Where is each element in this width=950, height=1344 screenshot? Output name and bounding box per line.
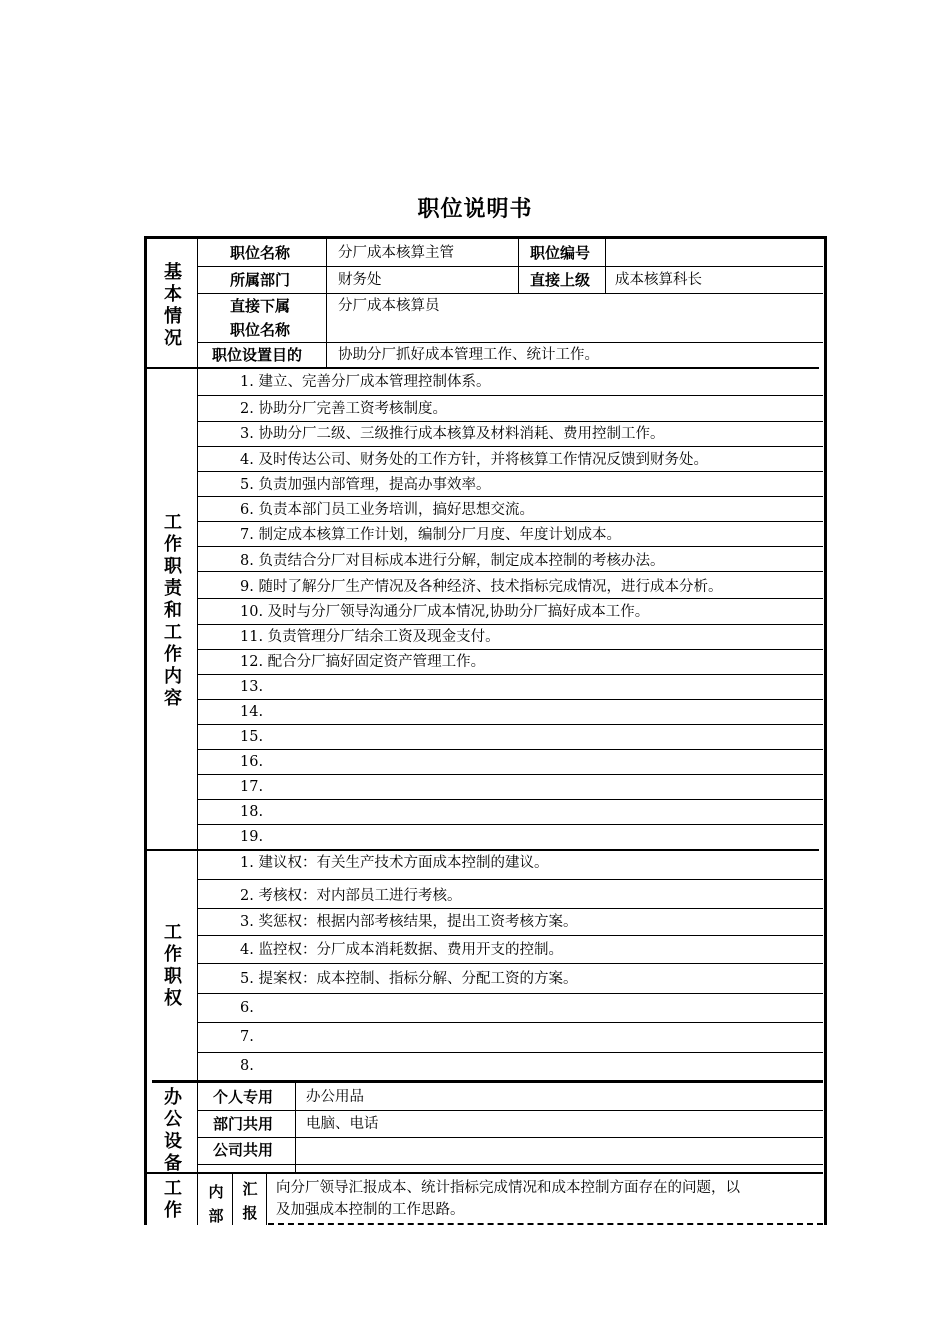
duty-item: 13. — [240, 679, 264, 695]
row-divider — [198, 824, 823, 825]
dept-value: 财务处 — [338, 272, 382, 288]
authority-item: 2. 考核权：对内部员工进行考核。 — [240, 888, 462, 904]
row-divider — [198, 1022, 823, 1023]
column-divider — [295, 1083, 296, 1172]
row-divider — [198, 446, 823, 447]
duty-item: 9. 随时了解分厂生产情况及各种经济、技术指标完成情况，进行成本分析。 — [240, 579, 723, 595]
row-divider — [198, 724, 823, 725]
section-label-duties: 工作职责和工作内容 — [164, 512, 182, 709]
row-divider — [198, 699, 823, 700]
row-divider — [198, 993, 823, 994]
row-divider — [198, 749, 823, 750]
row-divider — [198, 571, 823, 572]
row-divider — [198, 421, 823, 422]
row-divider — [198, 395, 823, 396]
row-divider — [198, 963, 823, 964]
authority-item: 8. — [240, 1058, 254, 1074]
authority-item: 7. — [240, 1029, 254, 1045]
row-divider — [198, 799, 823, 800]
superior-label: 直接上级 — [530, 271, 591, 289]
purpose-label: 职位设置目的 — [212, 346, 303, 364]
row-divider — [198, 598, 823, 599]
row-divider — [198, 1164, 823, 1165]
purpose-value: 协助分厂抓好成本管理工作、统计工作。 — [338, 347, 599, 363]
authority-item: 5. 提案权：成本控制、指标分解、分配工资的方案。 — [240, 971, 578, 987]
authority-item: 6. — [240, 1000, 254, 1016]
position-name-label: 职位名称 — [230, 244, 291, 262]
row-divider — [198, 1052, 823, 1053]
section-divider — [147, 367, 819, 369]
duty-item: 12. 配合分厂搞好固定资产管理工作。 — [240, 654, 486, 670]
row-divider — [198, 1137, 823, 1138]
position-name-value: 分厂成本核算主管 — [338, 245, 454, 261]
row-divider — [198, 521, 823, 522]
section-label-basic: 基本情况 — [164, 262, 182, 349]
dept-label: 所属部门 — [230, 271, 291, 289]
subordinate-label: 职位名称 — [230, 321, 291, 339]
authority-item: 4. 监控权：分厂成本消耗数据、费用开支的控制。 — [240, 942, 563, 958]
section-label-work-relations: 工作 — [164, 1178, 182, 1221]
row-divider — [198, 649, 823, 650]
duty-item: 10. 及时与分厂领导沟通分厂成本情况,协助分厂搞好成本工作。 — [240, 604, 650, 620]
report-text: 及加强成本控制的工作思路。 — [276, 1202, 465, 1218]
subordinate-label: 直接下属 — [230, 297, 291, 315]
duty-item: 4. 及时传达公司、财务处的工作方针，并将核算工作情况反馈到财务处。 — [240, 452, 708, 468]
row-divider — [198, 879, 823, 880]
duty-item: 8. 负责结合分厂对目标成本进行分解，制定成本控制的考核办法。 — [240, 553, 665, 569]
section-divider — [147, 1172, 823, 1174]
column-divider — [518, 239, 519, 294]
column-divider — [266, 1174, 267, 1225]
superior-value: 成本核算科长 — [615, 272, 702, 288]
column-divider — [326, 342, 327, 368]
dept-equipment-value: 电脑、电话 — [306, 1116, 379, 1132]
document-title: 职位说明书 — [417, 197, 533, 222]
duty-item: 14. — [240, 704, 264, 720]
duty-item: 6. 负责本部门员工业务培训，搞好思想交流。 — [240, 502, 534, 518]
dashed-divider — [268, 1223, 823, 1225]
row-divider — [198, 774, 823, 775]
row-divider — [198, 1110, 823, 1111]
duty-item: 7. 制定成本核算工作计划，编制分厂月度、年度计划成本。 — [240, 527, 621, 543]
company-equipment-label: 公司共用 — [213, 1141, 274, 1159]
report-label: 汇报 — [242, 1180, 258, 1222]
column-divider — [326, 239, 327, 343]
row-divider — [198, 624, 823, 625]
dept-equipment-label: 部门共用 — [213, 1115, 274, 1133]
authority-item: 1. 建议权：有关生产技术方面成本控制的建议。 — [240, 855, 549, 871]
row-divider — [198, 471, 823, 472]
row-divider — [198, 266, 823, 267]
duty-item: 19. — [240, 829, 264, 845]
internal-label: 内部 — [208, 1183, 224, 1225]
duty-item: 16. — [240, 754, 264, 770]
duty-item: 11. 负责管理分厂结余工资及现金支付。 — [240, 629, 500, 645]
duty-item: 15. — [240, 729, 264, 745]
row-divider — [198, 293, 823, 294]
position-no-label: 职位编号 — [530, 244, 591, 262]
authority-item: 3. 奖惩权：根据内部考核结果，提出工资考核方案。 — [240, 914, 578, 930]
section-divider — [152, 1080, 823, 1083]
section-label-equipment: 办公设备 — [164, 1087, 182, 1174]
duty-item: 18. — [240, 804, 264, 820]
row-divider — [198, 935, 823, 936]
section-label-authority: 工作职权 — [164, 922, 182, 1009]
row-divider — [198, 342, 823, 343]
column-divider — [605, 239, 606, 294]
column-divider — [197, 239, 198, 1225]
duty-item: 2. 协助分厂完善工资考核制度。 — [240, 401, 447, 417]
subordinate-value: 分厂成本核算员 — [338, 298, 440, 314]
personal-equipment-label: 个人专用 — [213, 1088, 274, 1106]
personal-equipment-value: 办公用品 — [306, 1089, 364, 1105]
section-divider — [147, 849, 819, 851]
row-divider — [198, 496, 823, 497]
duty-item: 3. 协助分厂二级、三级推行成本核算及材料消耗、费用控制工作。 — [240, 426, 665, 442]
duty-item: 17. — [240, 779, 264, 795]
duty-item: 1. 建立、完善分厂成本管理控制体系。 — [240, 374, 491, 390]
row-divider — [198, 546, 823, 547]
duty-item: 5. 负责加强内部管理，提高办事效率。 — [240, 477, 491, 493]
row-divider — [198, 908, 823, 909]
row-divider — [198, 674, 823, 675]
report-text: 向分厂领导汇报成本、统计指标完成情况和成本控制方面存在的问题，以 — [276, 1180, 740, 1196]
column-divider — [232, 1174, 233, 1225]
